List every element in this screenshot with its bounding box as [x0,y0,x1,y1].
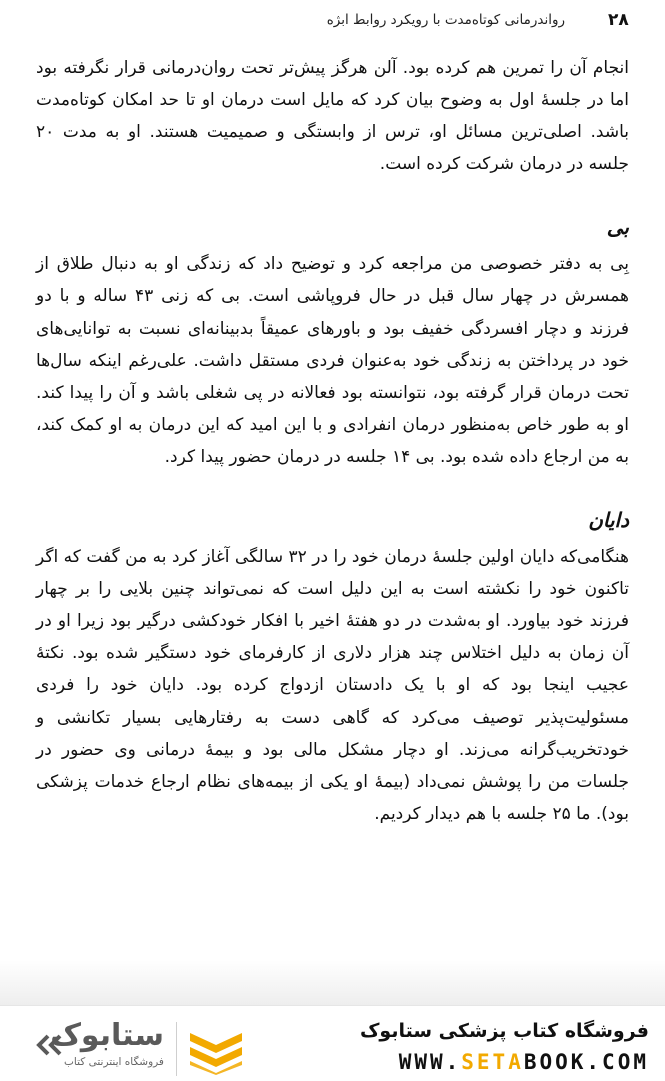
section-paragraph-bi: بِی به دفتر خصوصی من مراجعه کرد و توضیح داد که زندگی او به دنبال طلاق از همسرش در چهار سال قبل در حال فروپاشی است. بی که زنی ۴۳ ساله و با دو فرزند و دچار افسردگی خفیف بود و باورهای عمیقاً بدبینانه‌ای نسبت به توانایی‌های خود در پرداختن به زندگی خود به‌عنوان فردی مستقل داشت. علی‌رغم اینکه سال‌ها تحت درمان قرار گرفته بود، نتوانسته بود فعالانه در پی شغلی باشد و آن را پیدا کند. او به طور خاص به‌منظور درمان انفرادی و با این امید که این درمان به او کمک کند، به من ارجاع داده شده بود. بی ۱۴ جلسه در درمان حضور پیدا کرد. [36,254,629,467]
page-body [36,52,629,830]
logo-divider [176,1022,177,1076]
intro-paragraph: انجام آن را تمرین هم کرده بود. آلن هرگز پیش‌تر تحت روان‌درمانی قرار نگرفته بود اما در جلسهٔ اول به وضوح بیان کرد که مایل است درمان او تا حد امکان کوتاه‌مدت باشد. اصلی‌ترین مسائل او، ترس از وابستگی و صمیمیت هستند. او به مدت ۲۰ جلسه در درمان شرکت کرده است. [36,58,629,175]
running-title: رواندرمانی کوتاه‌مدت با رویکرد روابط ابژه [326,12,565,28]
brand-slogan: فروشگاه اینترنتی کتاب [64,1056,164,1068]
footer-fade [0,960,665,1008]
section-heading-dayan: دایان [588,508,629,533]
brand-wordmark: ستابوک [50,1018,164,1053]
url-suffix: BOOK.COM [523,1050,649,1074]
url-prefix: WWW. [398,1050,462,1074]
book-logo-icon [186,1023,246,1075]
running-header [0,0,665,40]
double-chevron-icon [34,1030,64,1060]
section-paragraph-dayan: هنگامی‌که دایان اولین جلسهٔ درمان خود را در ۳۲ سالگی آغاز کرد به من گفت که اگر تاکنون خود را نکشته است به این دلیل است که نمی‌تواند چنین بلایی را بر چهار فرزند خود بیاورد. او به‌شدت در دو هفتهٔ اخیر با افکار خودکشی درگیر بود زیرا او در آن زمان به دلیل اختلاس چند هزار دلاری از کارفرمای خود دستگیر شده بود. نکتهٔ عجیب اینجا بود که او با یک دادستان ازدواج کرده بود. دایان خود را فردی مسئولیت‌پذیر توصیف می‌کرد که گاهی دست به رفتارهایی بسیار تکانشی و خودتخریب‌گرانه می‌زند. او دچار مشکل مالی بود و بیمهٔ درمانی وی حضور در جلسات من را پوشش نمی‌داد (بیمهٔ او یکی از بیمه‌های نظام ارجاع خدمات پزشکی بود). ما ۲۵ جلسه با هم دیدار کردیم. [36,547,629,824]
url-highlight: SETA [461,1050,524,1074]
section-heading-bi: بی [606,215,629,240]
store-name: فروشگاه کتاب پزشکی ستابوک [359,1020,649,1042]
store-banner[interactable] [0,1005,665,1081]
store-url-link[interactable] [399,1050,649,1074]
page-number: ۲۸ [608,10,629,30]
